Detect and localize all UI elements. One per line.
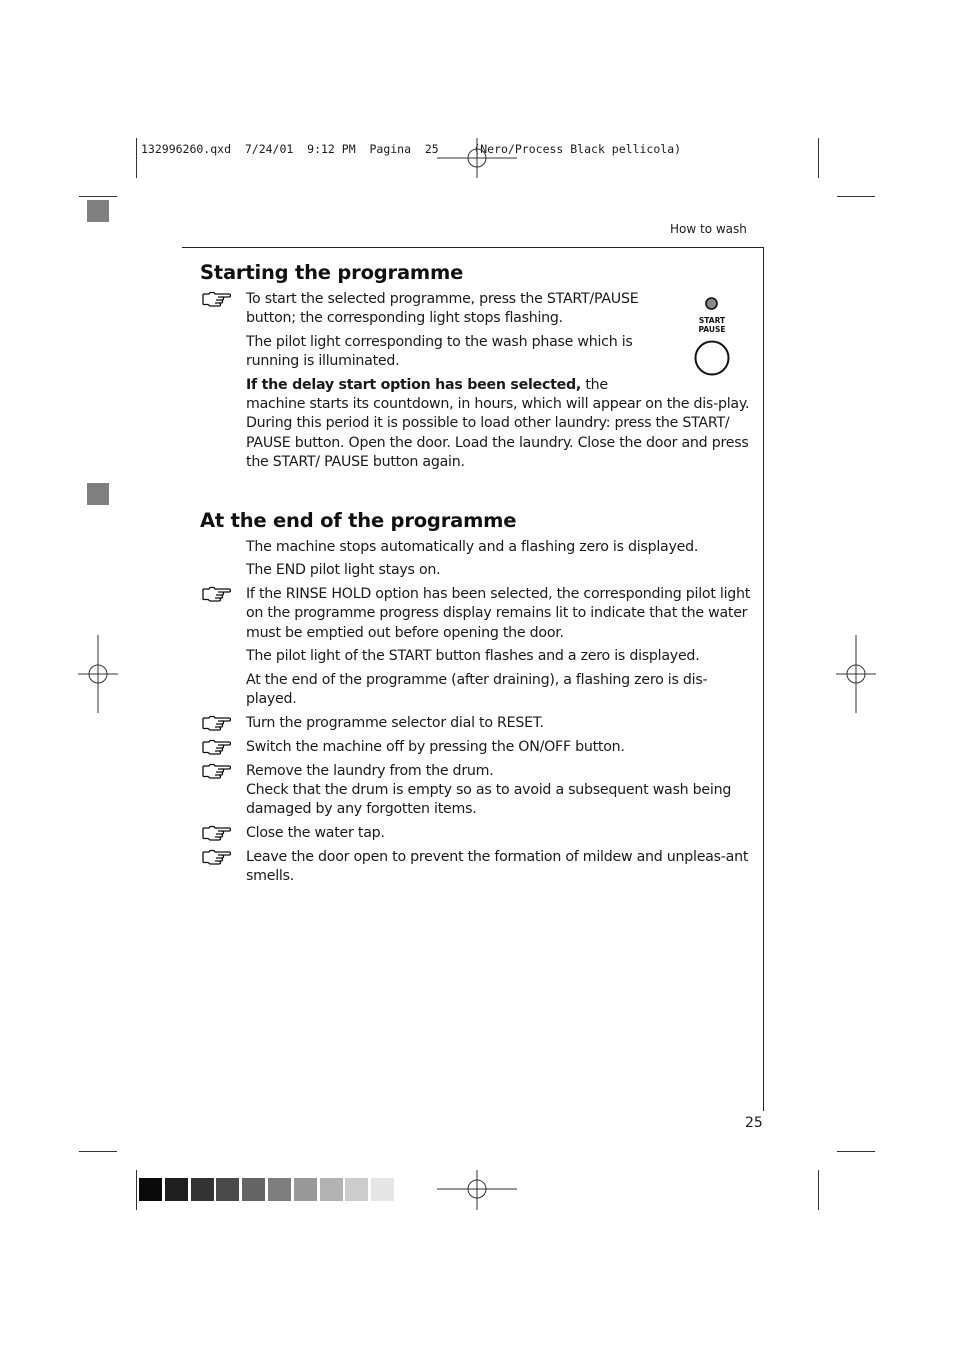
- paragraph: Leave the door open to prevent the formation of mildew and unpleas-ant smells.: [246, 849, 749, 885]
- pointing-hand-icon: [201, 825, 231, 841]
- text-run: the: [581, 377, 608, 393]
- registration-mark-icon: [836, 635, 876, 713]
- color-swatch: [139, 1178, 162, 1201]
- registration-mark-icon: [437, 138, 517, 178]
- paragraph: machine starts its countdown, in hours, which will appear on the dis-play. During this period it is possible to load other laundry: press the START/ PAUSE button. Open the door. Load the laundry. Close the door and press the START/ PAUSE button again.: [246, 396, 750, 471]
- pointing-hand-icon: [201, 586, 231, 602]
- paragraph: The machine stops automatically and a flashing zero is displayed.: [246, 539, 699, 555]
- paragraph: The pilot light corresponding to the wash phase which is running is illuminated.: [246, 334, 633, 370]
- color-swatch: [320, 1178, 343, 1201]
- color-swatch: [216, 1178, 239, 1201]
- running-head: How to wash: [670, 222, 747, 236]
- crop-mark-top-right-v: [818, 138, 819, 178]
- paragraph: Remove the laundry from the drum.: [246, 763, 494, 779]
- section-heading-starting: Starting the programme: [200, 261, 464, 284]
- color-swatch: [268, 1178, 291, 1201]
- section-tab-marker: [87, 483, 109, 505]
- pointing-hand-icon: [201, 291, 231, 307]
- paragraph: Switch the machine off by pressing the ON/OFF button.: [246, 739, 625, 755]
- paragraph: The pilot light of the START button flashes and a zero is displayed.: [246, 648, 700, 664]
- crop-mark-bottom-left-v: [136, 1170, 137, 1210]
- crop-mark-top-left-v: [136, 138, 137, 178]
- paragraph: To start the selected programme, press the START/PAUSE button; the corresponding light stops flashing.: [246, 291, 639, 327]
- bold-lead: If the delay start option has been selected,: [246, 377, 582, 393]
- crop-mark-bottom-right-h: [837, 1151, 875, 1152]
- pointing-hand-icon: [201, 739, 231, 755]
- page-number: 25: [745, 1115, 763, 1131]
- pilot-light-icon: [704, 296, 719, 311]
- button-label-line: PAUSE: [698, 325, 726, 334]
- registration-mark-icon: [437, 1170, 517, 1210]
- paragraph: At the end of the programme (after draining), a flashing zero is dis-played.: [246, 672, 708, 708]
- registration-mark-icon: [78, 635, 118, 713]
- pointing-hand-icon: [201, 849, 231, 865]
- button-label-line: START: [698, 316, 726, 325]
- button-label: [690, 316, 734, 334]
- crop-mark-bottom-left-h: [79, 1151, 117, 1152]
- start-pause-button-icon: [693, 339, 731, 377]
- crop-mark-top-left-h: [79, 196, 117, 197]
- color-swatch: [242, 1178, 265, 1201]
- crop-mark-top-right-h: [837, 196, 875, 197]
- color-swatch: [191, 1178, 214, 1201]
- pointing-hand-icon: [201, 715, 231, 731]
- paragraph: [246, 376, 751, 395]
- color-swatch: [294, 1178, 317, 1201]
- color-swatch: [345, 1178, 368, 1201]
- section-tab-marker: [87, 200, 109, 222]
- header-rule: [182, 247, 764, 248]
- paragraph: If the RINSE HOLD option has been selected, the corresponding pilot light on the programme progress display remains lit to indicate that the water must be emptied out before opening the door.: [246, 586, 751, 641]
- color-swatch: [165, 1178, 188, 1201]
- pointing-hand-icon: [201, 763, 231, 779]
- paragraph: The END pilot light stays on.: [246, 562, 441, 578]
- paragraph: Turn the programme selector dial to RESET.: [246, 715, 544, 731]
- color-swatch: [371, 1178, 394, 1201]
- paragraph: Close the water tap.: [246, 825, 385, 841]
- slug-line: 132996260.qxd 7/24/01 9:12 PM Pagina 25 (Nero/Process Black pellicola): [141, 142, 682, 156]
- paragraph: Check that the drum is empty so as to avoid a subsequent wash being damaged by any forgotten items.: [246, 782, 732, 818]
- section-heading-end: At the end of the programme: [200, 509, 517, 532]
- margin-rule: [763, 247, 764, 1111]
- crop-mark-bottom-right-v: [818, 1170, 819, 1210]
